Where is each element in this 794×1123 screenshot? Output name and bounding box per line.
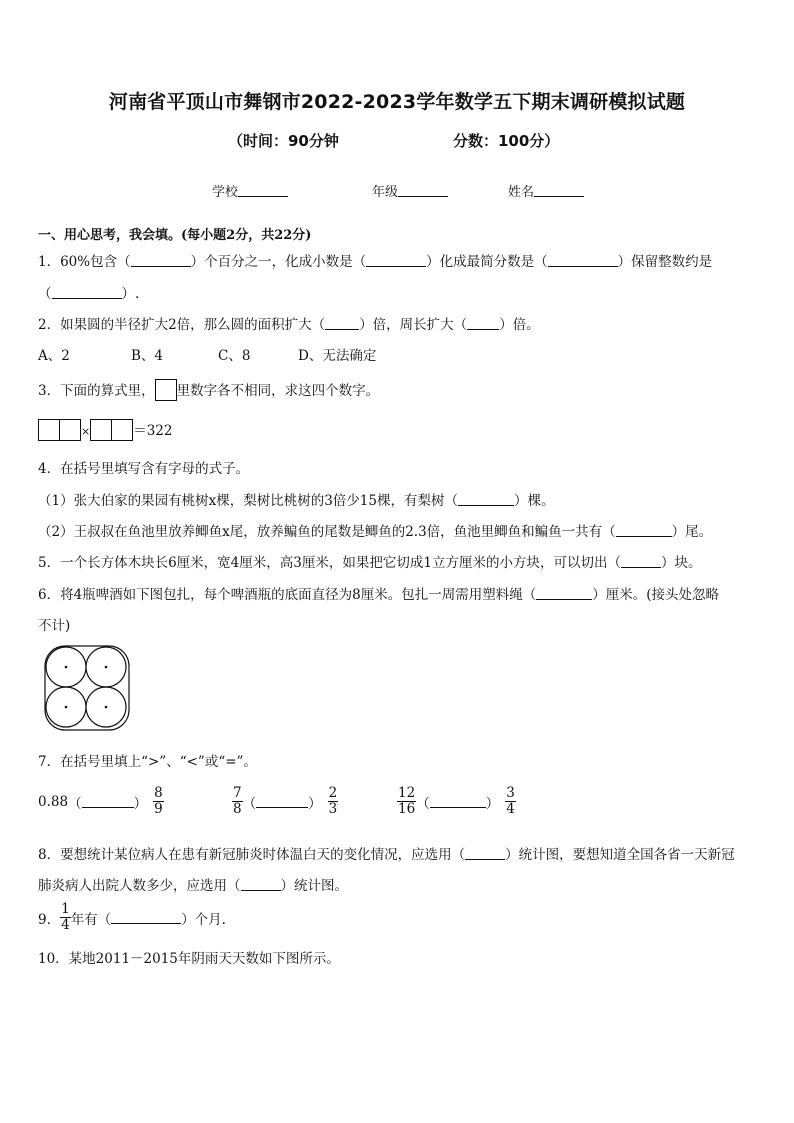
question-1-cont: （ ）. — [38, 286, 140, 302]
school-field[interactable] — [212, 181, 288, 200]
digit-box[interactable] — [60, 419, 81, 441]
question-4: 4．在括号里填写含有字母的式子。 — [38, 461, 250, 477]
exam-title: 河南省平顶山市舞钢市2022-2023学年数学五下期末调研模拟试题 — [108, 91, 686, 113]
compare-1: 0.88 （ ） $\frac{8}{9}$ — [38, 785, 163, 817]
compare-3: $\frac{12}{16}$ （ ） $\frac{3}{4}$ — [398, 785, 515, 817]
answer-blank[interactable] — [467, 317, 499, 330]
exam-time: （时间：90分钟 — [228, 132, 339, 150]
question-9: 9． $\frac{1}{4}$ 年有（ ）个月. — [38, 901, 226, 933]
question-10: 10．某地2011－2015年阴雨天天数如下图所示。 — [38, 951, 340, 967]
question-8: 8．要想统计某位病人在患有新冠肺炎时体温白天的变化情况，应选用（ ）统计图，要想知道全国各省一天新冠 — [38, 847, 735, 863]
question-5: 5．一个长方体木块长6厘米，宽4厘米，高3厘米，如果把它切成1立方厘米的小方块，可以切出（ ）块。 — [38, 555, 702, 571]
fraction: $\frac{3}{4}$ — [506, 785, 515, 817]
question-3-equation: × ＝322 — [38, 419, 173, 441]
question-7: 7．在括号里填上“>”、“<”或“=”。 — [38, 754, 257, 770]
answer-blank[interactable] — [465, 847, 505, 860]
grade-field[interactable] — [372, 181, 448, 200]
fraction: $\frac{8}{9}$ — [154, 785, 163, 817]
fraction: $\frac{7}{8}$ — [233, 785, 242, 817]
fraction: $\frac{2}{3}$ — [328, 785, 338, 817]
option-a[interactable]: A、2 — [38, 348, 70, 364]
question-6-cont: 不计) — [38, 618, 71, 634]
answer-blank[interactable] — [458, 493, 514, 506]
name-field[interactable] — [508, 181, 584, 200]
answer-blank[interactable] — [621, 555, 661, 568]
fraction: $\frac{12}{16}$ — [398, 785, 416, 817]
digit-box[interactable] — [112, 419, 133, 441]
school-label: 学校 — [212, 185, 239, 200]
option-c[interactable]: C、8 — [218, 348, 251, 364]
section-1-title: 一、用心思考，我会填。(每小题2分，共22分) — [38, 228, 312, 243]
question-8-cont: 肺炎病人出院人数多少，应选用（ ）统计图。 — [38, 878, 348, 894]
answer-blank[interactable] — [256, 795, 308, 808]
beer-bottles-diagram — [44, 645, 130, 731]
answer-blank[interactable] — [616, 524, 672, 537]
grade-label: 年级 — [372, 185, 399, 200]
option-d[interactable]: D、无法确定 — [298, 348, 377, 364]
fraction: $\frac{1}{4}$ — [61, 901, 70, 933]
option-b[interactable]: B、4 — [131, 348, 164, 364]
answer-blank[interactable] — [366, 254, 426, 267]
compare-2: $\frac{7}{8}$ （ ） $\frac{2}{3}$ — [233, 785, 338, 817]
digit-box-icon — [155, 379, 177, 401]
answer-blank[interactable] — [430, 795, 486, 808]
digit-box[interactable] — [90, 419, 112, 441]
answer-blank[interactable] — [548, 254, 618, 267]
answer-blank[interactable] — [52, 286, 122, 299]
exam-score: 分数：100分） — [453, 132, 560, 150]
question-2: 2．如果圆的半径扩大2倍，那么圆的面积扩大（ ）倍，周长扩大（ ）倍。 — [38, 317, 540, 333]
question-4-1: （1）张大伯家的果园有桃树x棵，梨树比桃树的3倍少15棵，有梨树（ ）棵。 — [38, 493, 555, 509]
answer-blank[interactable] — [111, 911, 181, 924]
question-1: 1．60%包含（ ）个百分之一，化成小数是（ ）化成最简分数是（ ）保留整数约是 — [38, 254, 713, 270]
name-label: 姓名 — [508, 185, 535, 200]
digit-box[interactable] — [38, 419, 60, 441]
answer-blank[interactable] — [536, 587, 592, 600]
question-4-2: （2）王叔叔在鱼池里放养鲫鱼x尾，放养鳊鱼的尾数是鲫鱼的2.3倍，鱼池里鲫鱼和鳊鱼一共有（ ）尾。 — [38, 524, 713, 540]
answer-blank[interactable] — [82, 795, 134, 808]
question-3: 3．下面的算式里， 里数字各不相同，求这四个数字。 — [38, 379, 379, 401]
question-6: 6．将4瓶啤酒如下图包扎，每个啤酒瓶的底面直径为8厘米。包扎一周需用塑料绳（ ）厘米。(接头处忽略 — [38, 587, 720, 603]
answer-blank[interactable] — [325, 317, 359, 330]
answer-blank[interactable] — [131, 254, 191, 267]
answer-blank[interactable] — [241, 878, 281, 891]
